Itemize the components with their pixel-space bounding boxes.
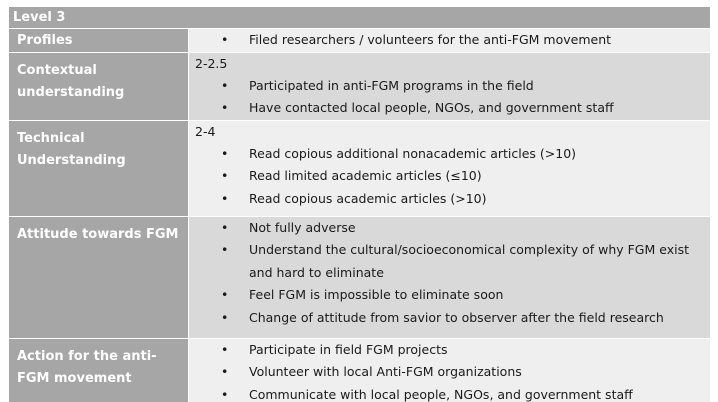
- row-label: Technical Understanding: [9, 120, 189, 216]
- bullet-icon: •: [221, 145, 229, 161]
- bullet-icon: •: [221, 100, 229, 115]
- list-item-text: Not fully adverse: [249, 219, 356, 235]
- list-item-text: Communicate with local people, NGOs, and government staff: [249, 386, 633, 402]
- bullet-icon: •: [221, 386, 229, 402]
- bullet-icon: •: [221, 364, 229, 379]
- table-row-contextual: [9, 52, 711, 120]
- bullet-list: [193, 339, 706, 402]
- list-item-text: Change of attitude from savior to observer after the field research: [249, 309, 664, 325]
- list-item-text: Read copious academic articles (>10): [249, 190, 487, 206]
- table-title: Level 3: [9, 7, 711, 29]
- list-item: [193, 307, 706, 330]
- bullet-icon: •: [221, 341, 229, 357]
- list-item-text: Have contacted local people, NGOs, and government staff: [249, 100, 614, 115]
- table-row-action: [9, 338, 711, 402]
- list-item: [193, 361, 706, 384]
- row-content: [189, 29, 711, 53]
- list-item: [193, 29, 706, 52]
- list-item-text: Read limited academic articles (≤10): [249, 168, 482, 183]
- bullet-icon: •: [221, 168, 229, 183]
- bullet-icon: •: [221, 32, 229, 47]
- bullet-list: [193, 29, 706, 52]
- bullet-icon: •: [221, 242, 229, 257]
- list-item: [193, 75, 706, 98]
- list-item: [193, 384, 706, 402]
- list-item: [193, 339, 706, 362]
- level-table: [8, 6, 711, 402]
- bullet-icon: •: [221, 190, 229, 206]
- list-item: [193, 188, 706, 211]
- row-content: [189, 120, 711, 216]
- list-item-text: Participate in field FGM projects: [249, 341, 448, 357]
- list-item-text: Filed researchers / volunteers for the anti-FGM movement: [249, 32, 612, 47]
- list-item-text: Volunteer with local Anti-FGM organizations: [249, 364, 522, 379]
- bullet-icon: •: [221, 309, 229, 325]
- table-title-row: [9, 7, 711, 29]
- bullet-list: [193, 75, 706, 120]
- list-item: [193, 284, 706, 307]
- list-item: [193, 217, 706, 240]
- row-label: Profiles: [9, 29, 189, 53]
- list-item-text: Feel FGM is impossible to eliminate soon: [249, 287, 504, 302]
- table-row-attitude: [9, 216, 711, 338]
- list-item: [193, 165, 706, 188]
- score-range: 2-4: [195, 123, 216, 139]
- list-item: [193, 143, 706, 166]
- score-range: 2-2.5: [195, 55, 228, 71]
- row-content: [189, 52, 711, 120]
- row-content: [189, 338, 711, 402]
- list-item: [193, 239, 706, 284]
- bullet-icon: •: [221, 77, 229, 93]
- table-row-technical: [9, 120, 711, 216]
- list-item: [193, 97, 706, 120]
- bullet-icon: •: [221, 287, 229, 302]
- bullet-list: [193, 217, 706, 330]
- bullet-list: [193, 143, 706, 211]
- table-row-profiles: [9, 29, 711, 53]
- row-label: Contextual understanding: [9, 52, 189, 120]
- row-content: [189, 216, 711, 338]
- bullet-icon: •: [221, 219, 229, 235]
- row-label: Action for the anti-FGM movement: [9, 338, 189, 402]
- row-label: Attitude towards FGM: [9, 216, 189, 338]
- list-item-text: Participated in anti-FGM programs in the field: [249, 77, 534, 93]
- list-item-text: Read copious additional nonacademic articles (>10): [249, 145, 577, 161]
- list-item-text: Understand the cultural/socioeconomical complexity of why FGM exist and hard to eliminate: [249, 242, 690, 280]
